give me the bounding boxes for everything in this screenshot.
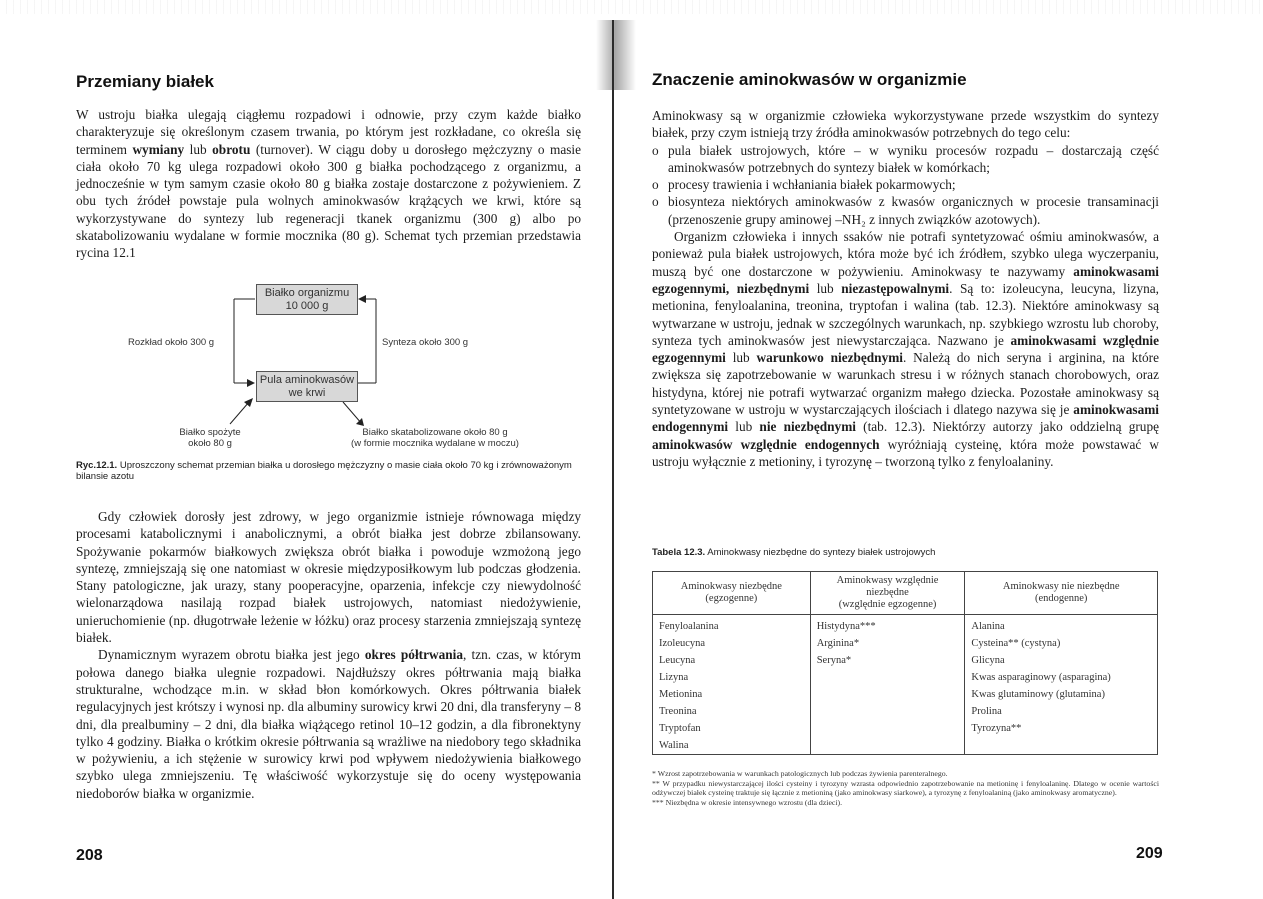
table-header-line: niezbędne xyxy=(866,587,909,598)
table-cell: Glicyna xyxy=(965,652,1158,669)
source-list-item-text: procesy trawienia i wchłaniania białek pokarmowych; xyxy=(668,177,956,193)
diagram-label-intake-line: Białko spożyte xyxy=(179,427,241,438)
table-cell: Alanina xyxy=(965,615,1158,636)
table-cell: Walina xyxy=(653,737,811,755)
table-footnote: * Wzrost zapotrzebowania w warunkach patologicznych lub podczas żywienia parenteralnego. xyxy=(652,769,948,778)
diagram-box-body-protein xyxy=(256,284,358,315)
diagram-label-intake xyxy=(150,427,270,449)
diagram-box-bottom-line: we krwi xyxy=(288,387,326,399)
diagram-label-breakdown: Rozkład około 300 g xyxy=(128,337,215,348)
right-intro: Aminokwasy są w organizmie człowieka wykorzystywane przede wszystkim do syntezy białek, przy czym istnieją trzy źródła aminokwasów potrzebnych do tego celu: xyxy=(652,108,1159,141)
table-cell: Seryna* xyxy=(810,652,965,669)
right-paragraph-text: Organizm człowieka i innych ssaków nie potrafi syntetyzować ośmiu aminokwasów, a ponieważ pula białek ustrojowych, która może być ich źródłem, szybko ulega wyczerpaniu, muszą być one dostarczone w pożywieniu. Aminokwasy te nazywamy xyxy=(652,229,1159,279)
figure-caption-text: Uproszczony schemat przemian białka u dorosłego mężczyzny o masie ciała około 70 kg i zrównoważonym bilansie azotu xyxy=(76,460,572,482)
table-header-line: Aminokwasy nie niezbędne xyxy=(1002,581,1120,592)
table-row xyxy=(653,720,1158,737)
table-cell xyxy=(810,703,965,720)
diagram-box-amino-pool xyxy=(256,371,358,402)
right-paragraph-term: aminokwasami względnie egzogennymi xyxy=(652,332,1159,366)
right-paragraph-text: lub xyxy=(809,280,842,296)
diagram-label-excretion-line: Białko skatabolizowane około 80 g xyxy=(362,427,508,438)
right-paragraph-text: (tab. 12.3). Niektórzy autorzy jako oddzielną grupę xyxy=(855,419,1160,435)
source-list-item xyxy=(652,176,1159,193)
left-paragraph-3-text: Dynamicznym wyrazem obrotu białka jest jego xyxy=(98,647,365,663)
table-body xyxy=(653,615,1158,755)
table-cell: Leucyna xyxy=(653,652,811,669)
diagram-box-body-protein-label xyxy=(265,287,349,312)
left-paragraph-3-text: , tzn. czas, w którym połowa danego białka ulegnie rozpadowi. Najdłuższy okres półtrwania mają białka strukturalne, wchodzące m.in. w skład błon komórkowych. Okres półtrwania białek regulacyjnych jest krótszy i wynosi np. dla albuminy surowicy krwi 20 dni, dla transferyny – 8 dni, dla prealbuminy – 2 dni, dla białka wiążącego retinol 10–12 godzin, a dla fibronektyny tylko 4 godziny. Białka o krótkim okresie półtrwania są wrażliwe na niedobory tego składnika w pożywieniu, a ich stężenie w surowicy krwi pod wpływem niedożywienia białkowego szybko ulega zmniejszeniu. Tę właściwość wykorzystuje się do oceny występowania niedoborów białka w organizmie. xyxy=(76,647,581,801)
table-footnotes xyxy=(652,769,1159,807)
figure-caption-label: Ryc.12.1. xyxy=(76,460,118,471)
right-paragraph xyxy=(652,228,1159,470)
right-paragraph-text: . Należą do nich seryna i arginina, na które zwiększa się zapotrzebowanie w warunkach stresu i w różnych stanach chorobowych, oraz histydyna, której nie potrafi wytwarzać organizm małego dziecka. Pozostałe aminokwasy są syntetyzowane w ustroju w wystarczających ilościach i dlatego nazywa się je xyxy=(652,350,1159,418)
right-heading: Znaczenie aminokwasów w organizmie xyxy=(652,70,967,89)
table-row xyxy=(653,652,1158,669)
page-number-right: 209 xyxy=(1136,845,1163,862)
table-header-line: (endogenne) xyxy=(1034,593,1088,604)
figure-caption xyxy=(76,460,581,482)
table-header-cell xyxy=(810,572,965,615)
diagram-box-amino-pool-label xyxy=(260,374,354,399)
left-heading: Przemiany białek xyxy=(76,72,214,91)
left-paragraph-1-term: wymiany xyxy=(132,141,185,157)
left-paragraphs-2-3 xyxy=(76,508,581,802)
right-paragraph-term: aminokwasami endogennymi xyxy=(652,402,1159,435)
page-number-left: 208 xyxy=(76,847,103,864)
table-row xyxy=(653,686,1158,703)
table-cell: Kwas glutaminowy (glutamina) xyxy=(965,686,1158,703)
table-footnote: ** W przypadku niewystarczającej ilości cysteiny i tyrozyny wzrasta odpowiednio zapotrzebowanie na metioninę i fenyloalaninę. Dlatego w ocenie wartości odżywczej białek cysteinę traktuje się łącznie z metioniną (jako aminokwasy siarkowe), a tyrozynę z fenyloalaniną (jako aminokwasy aromatyczne). xyxy=(652,778,1159,798)
table-cell: Fenyloalanina xyxy=(653,615,811,636)
table-header-cell xyxy=(653,572,811,615)
left-paragraph-2-text: Gdy człowiek dorosły jest zdrowy, w jego organizmie istnieje równowaga między procesami katabolicznymi i anabolicznymi, a obrót białka jest dobrze zbilansowany. Spożywanie pokarmów białkowych zwiększa obrót białka i powoduje wzmożoną jego syntezę, zmniejszają się one natomiast w okresie międzyposiłkowym lub podczas głodzenia. Stany patologiczne, jak urazy, stany pooperacyjne, oparzenia, infekcje czy niewydolność wielonarządowa nasilają rozpad białek ustrojowych, natomiast niedożywienie, unieruchomienie (np. długotrwałe leżenie w łóżku) oraz procesy starzenia zmniejszają syntezę białek. xyxy=(76,509,581,646)
left-page xyxy=(0,0,610,899)
diagram-box-top-line: 10 000 g xyxy=(285,300,329,312)
bullet-marker: o xyxy=(652,194,659,210)
table-cell xyxy=(810,686,965,703)
table-row xyxy=(653,615,1158,636)
table-header-line: (egzogenne) xyxy=(705,593,758,604)
table-cell: Lizyna xyxy=(653,669,811,686)
table-row xyxy=(653,669,1158,686)
right-paragraph-text: wyróżniają cysteinę, która może powstawać w ustroju wyłącznie z metioniny, i tyrozynę – tworzoną tylko z fenyloalaniny. xyxy=(652,436,1159,469)
left-paragraph-3-term: okres półtrwania xyxy=(364,647,463,663)
source-list-item-text: pula białek ustrojowych, które – w wyniku procesów rozpadu – dostarczają część aminokwasów potrzebnych do syntezy białek w komórkach; xyxy=(668,142,1159,175)
diagram-box-bottom-line: Pula aminokwasów xyxy=(259,374,355,386)
right-paragraph-term: aminokwasów względnie endogennych xyxy=(652,436,880,452)
table-row xyxy=(653,703,1158,720)
table-header-line: Aminokwasy względnie xyxy=(836,575,939,586)
table-cell: Metionina xyxy=(653,686,811,703)
source-list-item-text: biosynteza niektórych aminokwasów z kwasów organicznych w procesie transaminacji (przenoszenie grupy aminowej –NH₂ z innych związków azotowych). xyxy=(668,194,1159,227)
right-paragraph-text: . Są to: izoleucyna, leucyna, lizyna, metionina, fenyloalanina, treonina, tryptofan i walina (tab. 12.3). Niektóre aminokwasy są wytwarzane w ustroju, jednak w szczególnych warunkach, np. szybkiego wzrostu lub choroby, synteza tych aminokwasów jest niewystarczająca. Nazwano je xyxy=(652,280,1159,348)
left-paragraph-1-text: lub xyxy=(184,141,213,157)
table-title xyxy=(652,547,935,558)
diagram-label-intake-line: około 80 g xyxy=(188,438,232,449)
diagram-box-top-line: Białko organizmu xyxy=(264,287,350,299)
source-list-item xyxy=(652,142,1159,177)
diagram-label-excretion xyxy=(325,427,545,449)
diagram-label-excretion-line: (w formie mocznika wydalane w moczu) xyxy=(351,438,519,449)
table-title-text: Aminokwasy niezbędne do syntezy białek ustrojowych xyxy=(705,547,936,558)
table-cell: Treonina xyxy=(653,703,811,720)
table-cell: Prolina xyxy=(965,703,1158,720)
right-paragraph-text: lub xyxy=(725,350,757,366)
table-header-line: Aminokwasy niezbędne xyxy=(680,581,782,592)
table-cell xyxy=(810,737,965,755)
diagram-label-synthesis: Synteza około 300 g xyxy=(382,337,469,348)
right-paragraph-term: warunkowo niezbędnymi xyxy=(756,350,903,366)
table-header-cell xyxy=(965,572,1158,615)
table-footnote: *** Niezbędna w okresie intensywnego wzrostu (dla dzieci). xyxy=(652,797,843,807)
source-list xyxy=(652,142,1159,228)
table-cell xyxy=(810,669,965,686)
table-header-row xyxy=(653,572,1158,615)
right-paragraph-term: nie niezbędnymi xyxy=(759,419,856,435)
table-cell: Kwas asparaginowy (asparagina) xyxy=(965,669,1158,686)
left-paragraph-1-term: obrotu xyxy=(212,141,251,157)
right-paragraph-term: aminokwasami egzogennymi, niezbędnymi xyxy=(652,263,1159,296)
table-cell: Cysteina** (cystyna) xyxy=(965,635,1158,652)
source-list-item xyxy=(652,193,1159,228)
table-cell: Tyrozyna** xyxy=(965,720,1158,737)
right-paragraph-term: niezastępowalnymi xyxy=(841,280,950,296)
table-cell xyxy=(810,720,965,737)
right-text-block xyxy=(652,107,1159,470)
table-cell: Histydyna*** xyxy=(810,615,965,636)
right-paragraph-text: lub xyxy=(728,419,760,435)
table-row xyxy=(653,737,1158,755)
right-page xyxy=(616,0,1263,899)
amino-acid-table xyxy=(652,571,1158,755)
table-cell xyxy=(965,737,1158,755)
book-gutter xyxy=(612,20,614,899)
left-paragraph-3 xyxy=(76,646,581,802)
bullet-marker: o xyxy=(652,142,659,158)
left-paragraph-1-text: (turnover). W ciągu doby u dorosłego mężczyzny o masie ciała około 70 kg ulega rozpadowi około 300 g białka pochodzącego z organizmu, a jednocześnie w tym samym czasie około 80 g białka zostaje dostarczone z pożywieniem. Z obu tych źródeł powstaje pula wolnych aminokwasów krążących we krwi, które są wykorzystywane do syntezy lub regeneracji tkanek organizmu (300 g) albo po skatabolizowaniu wydalane w formie mocznika (80 g). Schemat tych przemian przedstawia rycina 12.1 xyxy=(76,141,582,261)
table-cell: Arginina* xyxy=(810,635,965,652)
left-paragraph-1-text: W ustroju białka ulegają ciągłemu rozpadowi i odnowie, przy czym każde białko charakteryzuje się określonym czasem trwania, po którym jest rozkładane, co określa się terminem xyxy=(76,107,581,157)
table-title-label: Tabela 12.3. xyxy=(652,547,706,558)
table-cell: Tryptofan xyxy=(653,720,811,737)
bullet-marker: o xyxy=(652,177,659,193)
table-row xyxy=(653,635,1158,652)
left-paragraph-2 xyxy=(76,508,581,646)
table-cell: Izoleucyna xyxy=(653,635,811,652)
table-header-line: (względnie egzogenne) xyxy=(838,599,937,610)
